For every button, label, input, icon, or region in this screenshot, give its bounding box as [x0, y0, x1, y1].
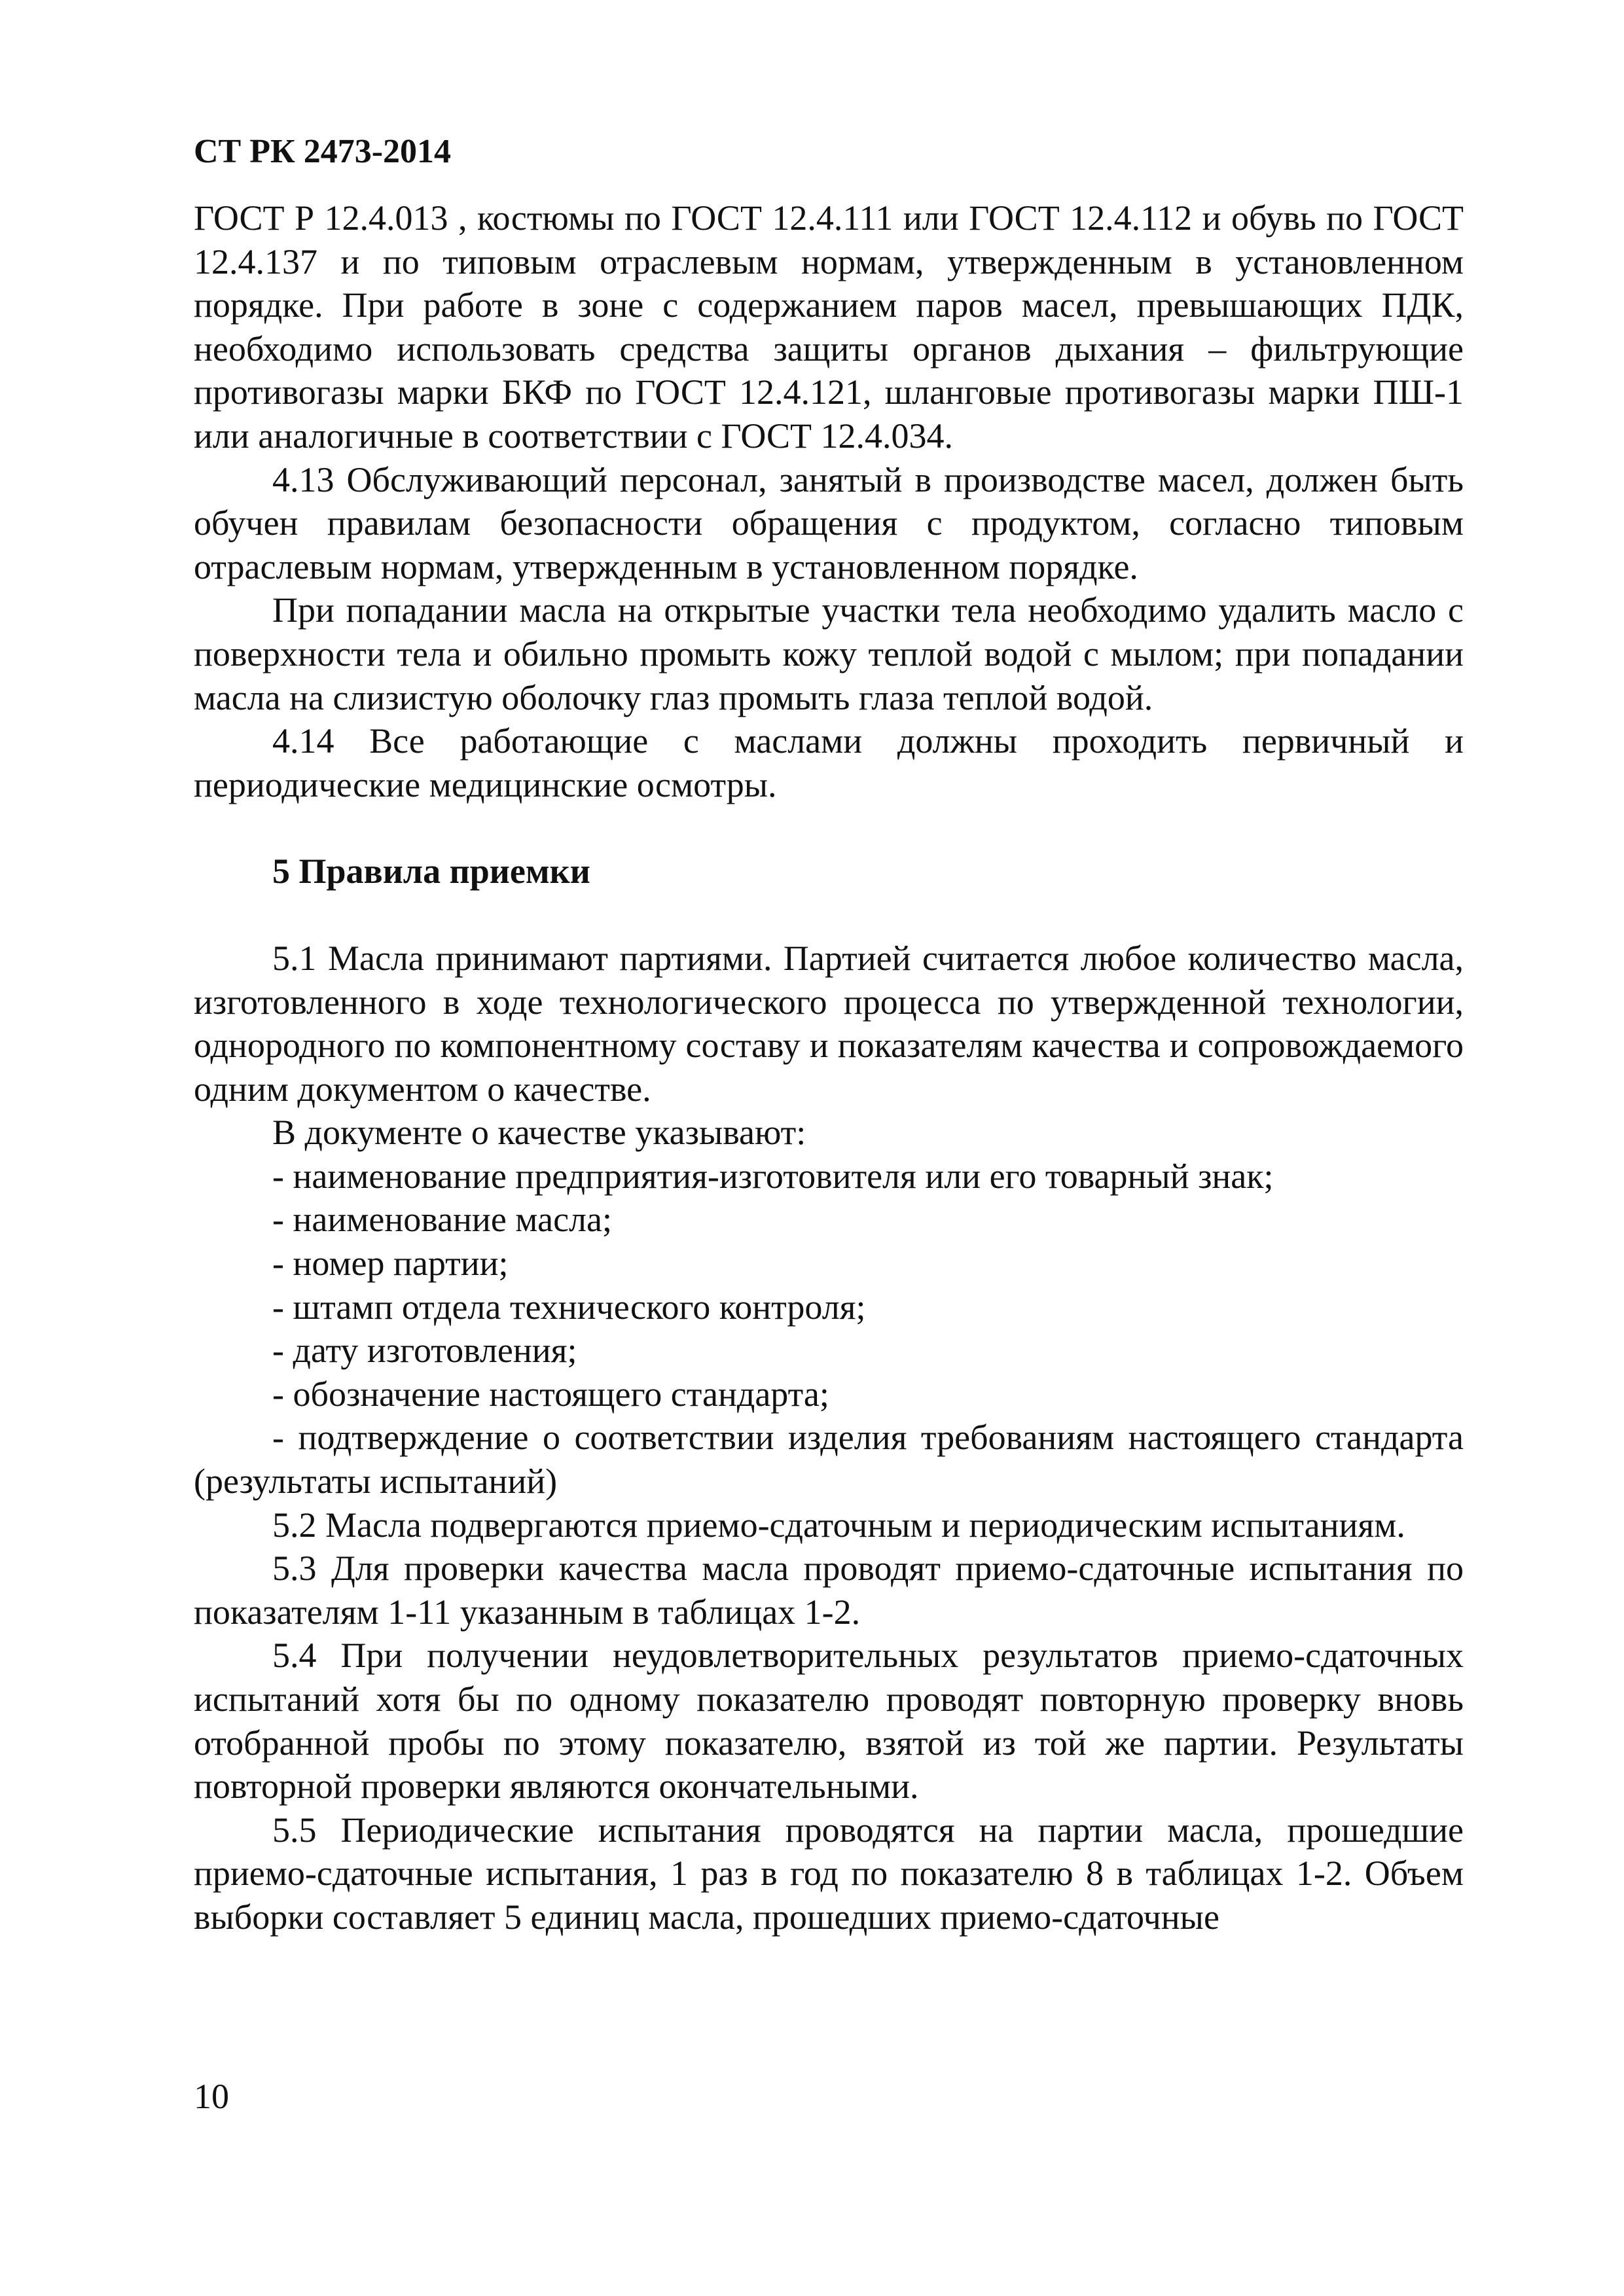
paragraph-4-13: 4.13 Обслуживающий персонал, занятый в производстве масел, должен быть обучен правилам безопасности обращения с продуктом, согласно типовым отраслевым нормам, утвержденным в установленном порядке.	[194, 459, 1464, 586]
page-number: 10	[194, 2077, 229, 2116]
list-item: - наименование предприятия-изготовителя или его товарный знак;	[272, 1156, 1274, 1196]
section-5-heading: 5 Правила приемки	[272, 852, 590, 891]
paragraph-5-1: 5.1 Масла принимают партиями. Партией считается любое количество масла, изготовленного в ходе технологического процесса по утвержденной технологии, однородного по компонентному составу и показателям качества и сопровождаемого одним документом о качестве.	[194, 938, 1464, 1109]
list-item: - подтверждение о соответствии изделия требованиям настоящего стандарта (результаты испытаний)	[194, 1418, 1464, 1501]
paragraph-skin-contact: При попадании масла на открытые участки тела необходимо удалить масло с поверхности тела и обильно промыть кожу теплой водой с мылом; при попадании масла на слизистую оболочку глаз промыть глаза теплой водой.	[194, 590, 1464, 717]
paragraph-5-5: 5.5 Периодические испытания проводятся на партии масла, прошедшие приемо-сдаточные испытания, 1 раз в год по показателю 8 в таблицах 1-2. Объем выборки составляет 5 единиц масла, прошедших приемо-сдаточные	[194, 1810, 1464, 1937]
paragraph-5-3: 5.3 Для проверки качества масла проводят приемо-сдаточные испытания по показателям 1-11 указанным в таблицах 1-2.	[194, 1549, 1464, 1632]
list-item: - наименование масла;	[272, 1200, 612, 1240]
list-item: - дату изготовления;	[272, 1331, 577, 1371]
paragraph-5-4: 5.4 При получении неудовлетворительных результатов приемо-сдаточных испытаний хотя бы по одному показателю проводят повторную проверку вновь отобранной пробы по этому показателю, взятой из той же партии. Результаты повторной проверки являются окончательными.	[194, 1636, 1464, 1806]
list-item: - номер партии;	[272, 1244, 509, 1283]
paragraph-5-2: 5.2 Масла подвергаются приемо-сдаточным и периодическим испытаниям.	[272, 1505, 1405, 1545]
paragraph-4-14: 4.14 Все работающие с маслами должны проходить первичный и периодические медицинские осмотры.	[194, 721, 1464, 804]
list-item: - штамп отдела технического контроля;	[272, 1287, 866, 1327]
list-item: - обозначение настоящего стандарта;	[272, 1374, 829, 1414]
document-body	[194, 196, 1464, 1939]
standard-header: СТ РК 2473-2014	[194, 133, 452, 170]
paragraph-document-intro: В документе о качестве указывают:	[272, 1113, 806, 1153]
paragraph-protective-equipment: ГОСТ Р 12.4.013 , костюмы по ГОСТ 12.4.111 или ГОСТ 12.4.112 и обувь по ГОСТ 12.4.137 и по типовым отраслевым нормам, утвержденным в установленном порядке. При работе в зоне с содержанием паров масел, превышающих ПДК, необходимо использовать средства защиты органов дыхания – фильтрующие противогазы марки БКФ по ГОСТ 12.4.121, шланговые противогазы марки ПШ-1 или аналогичные в соответствии с ГОСТ 12.4.034.	[194, 198, 1464, 456]
